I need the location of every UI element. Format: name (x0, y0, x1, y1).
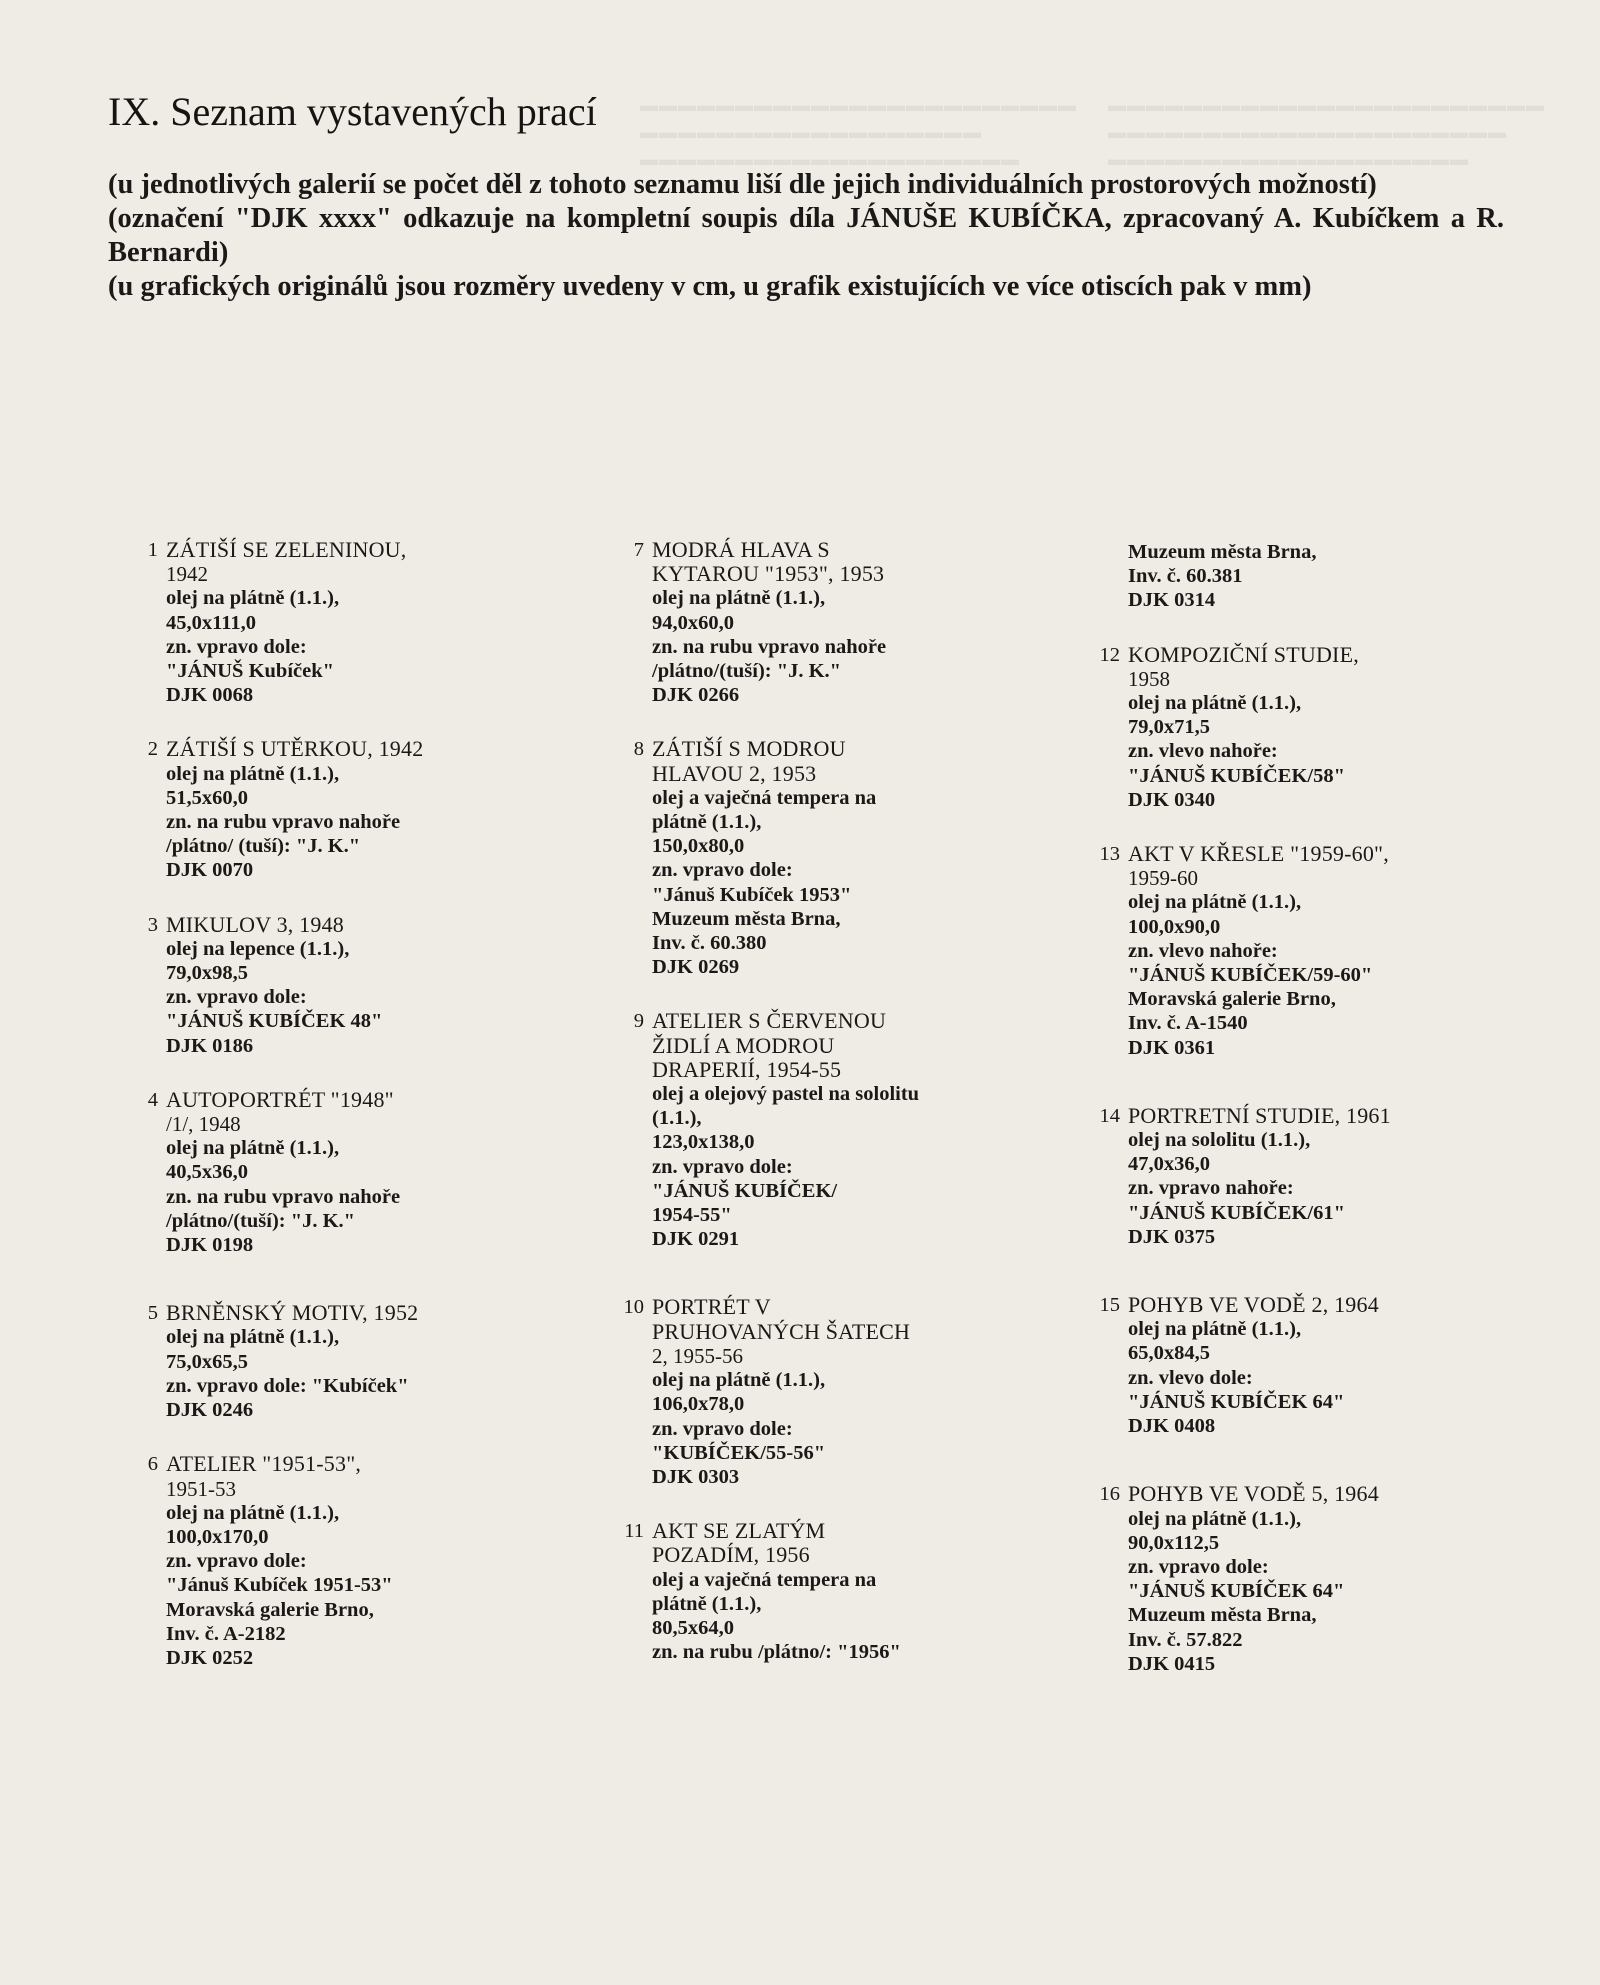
entry-line: zn. vpravo dole: (652, 1417, 793, 1440)
entry-number: 6 (147, 1453, 158, 1476)
entry-line: DJK 0291 (652, 1228, 740, 1251)
entry-title: MODRÁ HLAVA S (652, 537, 830, 562)
entry-line: DJK 0340 (1128, 788, 1216, 811)
entry-line: /1/, 1948 (166, 1112, 241, 1137)
entry-line: olej a vaječná tempera na (652, 786, 877, 809)
entry-line: DJK 0303 (652, 1465, 740, 1488)
entry-line: DJK 0252 (166, 1646, 254, 1669)
entry-line: 100,0x170,0 (166, 1525, 269, 1548)
entry-line: 150,0x80,0 (652, 835, 745, 858)
entry-number: 3 (147, 913, 158, 936)
entry-number: 16 (1099, 1483, 1120, 1506)
entry-title: DRAPERIÍ, 1954-55 (652, 1056, 842, 1082)
entry-line: 106,0x78,0 (652, 1393, 745, 1416)
entry-line: Muzeum města Brna, (1128, 1604, 1317, 1627)
entry-line: olej a vaječná tempera na (652, 1568, 877, 1591)
catalog-entry (128, 1088, 536, 1257)
entry-line: zn. na rubu /plátno/: "1956" (652, 1641, 901, 1664)
catalog-entry (1090, 1482, 1530, 1676)
entry-line: "JÁNUŠ Kubíček" (166, 660, 334, 683)
entry-line: 45,0x111,0 (166, 611, 256, 634)
entry-title: POZADÍM, 1956 (652, 1542, 810, 1568)
entry-line: olej na plátně (1.1.), (166, 587, 340, 610)
catalog-entry-continued (1090, 540, 1530, 613)
entry-line: 1958 (1128, 666, 1170, 691)
entry-number: 10 (623, 1296, 644, 1319)
entry-title: ZÁTIŠÍ S UTĚRKOU, 1942 (166, 736, 424, 762)
entry-line: 80,5x64,0 (652, 1616, 734, 1639)
catalog-entry (1090, 1104, 1530, 1249)
entry-title: KOMPOZIČNÍ STUDIE, (1128, 641, 1359, 667)
entry-title: ZÁTIŠÍ SE ZELENINOU, (166, 537, 407, 562)
entry-title: ŽIDLÍ A MODROU (652, 1032, 835, 1058)
catalog-entry (128, 737, 536, 882)
entry-line: "JÁNUŠ KUBÍČEK/61" (1128, 1201, 1345, 1224)
catalog-column-2 (614, 538, 1034, 1664)
entry-line: zn. vpravo dole: (652, 1155, 793, 1178)
entry-line: DJK 0068 (166, 684, 254, 707)
intro-note: (označení "DJK xxxx" odkazuje na kompletní soupis díla JÁNUŠE KUBÍČKA, zpracovaný A. Kubíčkem a R. Bernardi) (108, 203, 1504, 268)
entry-line: /plátno/(tuší): "J. K." (166, 1209, 356, 1232)
entry-line: 75,0x65,5 (166, 1350, 248, 1373)
entry-line: DJK 0186 (166, 1034, 254, 1057)
entry-title: POHYB VE VODĚ 5, 1964 (1128, 1481, 1379, 1507)
entry-title: PORTRÉT V (652, 1294, 771, 1320)
catalog-entry (614, 1009, 1034, 1251)
entry-line: olej na plátně (1.1.), (166, 1137, 340, 1160)
entry-line: 123,0x138,0 (652, 1131, 755, 1154)
entry-line: /plátno/(tuší): "J. K." (652, 660, 842, 683)
entry-line: "Jánuš Kubíček 1953" (652, 883, 852, 906)
entry-title: BRNĚNSKÝ MOTIV, 1952 (166, 1300, 419, 1326)
entry-line: /plátno/ (tuší): "J. K." (166, 835, 361, 858)
catalog-entry (128, 538, 536, 707)
entry-line: 40,5x36,0 (166, 1161, 248, 1184)
catalog-entry (614, 538, 1034, 707)
catalog-entry (614, 1295, 1034, 1489)
entry-number: 14 (1099, 1104, 1120, 1127)
entry-line: Moravská galerie Brno, (1128, 988, 1336, 1011)
entry-line: Inv. č. A-1540 (1128, 1012, 1248, 1035)
intro-note: (u jednotlivých galerií se počet děl z tohoto seznamu liší dle jejich individuálních prostorových možností) (108, 169, 1377, 200)
entry-line: "JÁNUŠ KUBÍČEK 48" (166, 1010, 383, 1033)
entry-title: ZÁTIŠÍ S MODROU (652, 736, 846, 762)
entry-line: olej na lepence (1.1.), (166, 937, 350, 960)
entry-line: "KUBÍČEK/55-56" (652, 1441, 826, 1464)
entry-number: 11 (624, 1520, 644, 1543)
entry-line: DJK 0269 (652, 956, 740, 979)
entry-line: zn. vlevo nahoře: (1128, 939, 1278, 962)
entry-line: 90,0x112,5 (1128, 1531, 1220, 1554)
entry-line: zn. vpravo dole: (166, 1550, 307, 1573)
entry-line: "JÁNUŠ KUBÍČEK 64" (1128, 1390, 1345, 1413)
catalog-entry (128, 913, 536, 1058)
entry-title: AKT SE ZLATÝM (652, 1518, 826, 1544)
entry-line: plátně (1.1.), (652, 1592, 762, 1615)
entry-line: zn. vpravo dole: "Kubíček" (166, 1374, 409, 1397)
entry-line: olej na plátně (1.1.), (1128, 692, 1302, 715)
entry-line: "JÁNUŠ KUBÍČEK 64" (1128, 1580, 1345, 1603)
entry-number: 5 (147, 1302, 158, 1325)
entry-line: DJK 0375 (1128, 1225, 1216, 1248)
entry-line: 47,0x36,0 (1128, 1153, 1210, 1176)
entry-line: 51,5x60,0 (166, 786, 248, 809)
entry-line: zn. vpravo dole: (652, 859, 793, 882)
entry-title: MIKULOV 3, 1948 (166, 911, 344, 937)
entry-line: DJK 0266 (652, 684, 740, 707)
entry-number: 9 (633, 1010, 644, 1033)
entry-title: POHYB VE VODĚ 2, 1964 (1128, 1292, 1379, 1318)
entry-line: 1951-53 (166, 1476, 236, 1501)
show-through-texture: ▬▬▬▬▬▬▬▬▬▬▬▬▬▬▬▬▬▬▬▬▬▬▬ ▬▬▬▬▬▬▬▬▬▬▬▬▬▬▬▬▬▬ ▬▬▬▬▬▬▬▬▬▬▬▬▬▬▬▬▬▬▬▬ (640, 95, 1077, 169)
entry-line: Inv. č. 60.380 (652, 932, 767, 955)
entry-line: olej a olejový pastel na sololitu (652, 1083, 920, 1106)
entry-line: zn. vlevo dole: (1128, 1366, 1253, 1389)
catalog-entry (1090, 643, 1530, 812)
entry-line: DJK 0070 (166, 859, 254, 882)
intro-notes (108, 168, 1504, 304)
entry-line: zn. vpravo nahoře: (1128, 1177, 1294, 1200)
entry-line: zn. vpravo dole: (166, 986, 307, 1009)
entry-line: "JÁNUŠ KUBÍČEK/59-60" (1128, 964, 1373, 987)
entry-title: KYTAROU "1953", 1953 (652, 561, 885, 587)
catalog-entry (1090, 842, 1530, 1060)
entry-line: zn. na rubu vpravo nahoře (166, 811, 401, 834)
catalog-entry (1090, 1293, 1530, 1438)
entry-line: 1954-55" (652, 1204, 732, 1227)
entry-line: Moravská galerie Brno, (166, 1598, 374, 1621)
entry-line: olej na plátně (1.1.), (166, 1326, 340, 1349)
entry-line: zn. vpravo dole: (1128, 1555, 1269, 1578)
entry-number: 4 (147, 1088, 158, 1111)
entry-line: 100,0x90,0 (1128, 915, 1221, 938)
entry-title: AUTOPORTRÉT "1948" (166, 1086, 394, 1112)
entry-number: 7 (633, 539, 644, 561)
entry-line: olej na plátně (1.1.), (166, 1501, 340, 1524)
entry-line: 65,0x84,5 (1128, 1342, 1210, 1365)
catalog-column-3 (1090, 540, 1530, 1676)
catalog-column-1 (128, 538, 536, 1670)
entry-line: 1942 (166, 562, 208, 587)
entry-line: zn. vlevo nahoře: (1128, 740, 1278, 763)
entry-line: DJK 0246 (166, 1399, 254, 1422)
entry-line: 1959-60 (1128, 866, 1198, 891)
entry-line: DJK 0314 (1128, 589, 1216, 612)
entry-line: zn. na rubu vpravo nahoře (652, 635, 887, 658)
entry-line: DJK 0198 (166, 1234, 254, 1257)
entry-number: 8 (633, 738, 644, 761)
entry-line: "JÁNUŠ KUBÍČEK/58" (1128, 764, 1345, 787)
catalog-entry (128, 1301, 536, 1422)
entry-line: Inv. č. 57.822 (1128, 1628, 1243, 1651)
entry-line: olej na plátně (1.1.), (1128, 1507, 1302, 1530)
entry-title: PORTRETNÍ STUDIE, 1961 (1128, 1102, 1391, 1128)
entry-title: AKT V KŘESLE "1959-60", (1128, 841, 1389, 867)
entry-line: olej na plátně (1.1.), (166, 762, 340, 785)
entry-line: Muzeum města Brna, (1128, 541, 1317, 563)
entry-line: DJK 0361 (1128, 1036, 1216, 1059)
entry-number: 12 (1099, 643, 1120, 666)
entry-title: HLAVOU 2, 1953 (652, 760, 817, 786)
entry-title: ATELIER S ČERVENOU (652, 1008, 887, 1034)
entry-line: DJK 0408 (1128, 1415, 1216, 1438)
entry-line: plátně (1.1.), (652, 811, 762, 834)
entry-line: olej na plátně (1.1.), (652, 1369, 826, 1392)
entry-number: 2 (147, 738, 158, 761)
entry-line: olej na plátně (1.1.), (652, 587, 826, 610)
entry-line: Inv. č. A-2182 (166, 1622, 286, 1645)
entry-line: 79,0x71,5 (1128, 716, 1210, 739)
intro-note: (u grafických originálů jsou rozměry uvedeny v cm, u grafik existujících ve více otiscích pak v mm) (108, 271, 1312, 302)
entry-line: olej na plátně (1.1.), (1128, 1318, 1302, 1341)
entry-title: PRUHOVANÝCH ŠATECH (652, 1318, 911, 1344)
entry-number: 13 (1099, 843, 1120, 866)
entry-title: ATELIER "1951-53", (166, 1451, 362, 1477)
entry-line: zn. vpravo dole: (166, 635, 307, 658)
show-through-texture: ▬▬▬▬▬▬▬▬▬▬▬▬▬▬▬▬▬▬▬▬▬▬▬ ▬▬▬▬▬▬▬▬▬▬▬▬▬▬▬▬▬▬▬▬▬ ▬▬▬▬▬▬▬▬▬▬▬▬▬▬▬▬▬▬▬ (1108, 95, 1545, 169)
entry-line: Muzeum města Brna, (652, 907, 841, 930)
catalog-entry (614, 1519, 1034, 1664)
entry-line: (1.1.), (652, 1107, 702, 1130)
entry-line: "JÁNUŠ KUBÍČEK/ (652, 1179, 838, 1202)
page-title: IX. Seznam vystavených prací (108, 89, 597, 134)
entry-line: 2, 1955-56 (652, 1343, 743, 1368)
entry-number: 1 (147, 539, 158, 561)
entry-line: DJK 0415 (1128, 1652, 1216, 1675)
entry-number: 15 (1099, 1294, 1120, 1317)
entry-line: "Jánuš Kubíček 1951-53" (166, 1574, 393, 1597)
catalog-entry (614, 737, 1034, 979)
entry-line: olej na plátně (1.1.), (1128, 891, 1302, 914)
entry-line: 79,0x98,5 (166, 962, 248, 985)
entry-line: Inv. č. 60.381 (1128, 565, 1243, 588)
entry-line: zn. na rubu vpravo nahoře (166, 1185, 401, 1208)
catalog-entry (128, 1452, 536, 1670)
entry-line: olej na sololitu (1.1.), (1128, 1129, 1311, 1152)
entry-line: 94,0x60,0 (652, 611, 734, 634)
